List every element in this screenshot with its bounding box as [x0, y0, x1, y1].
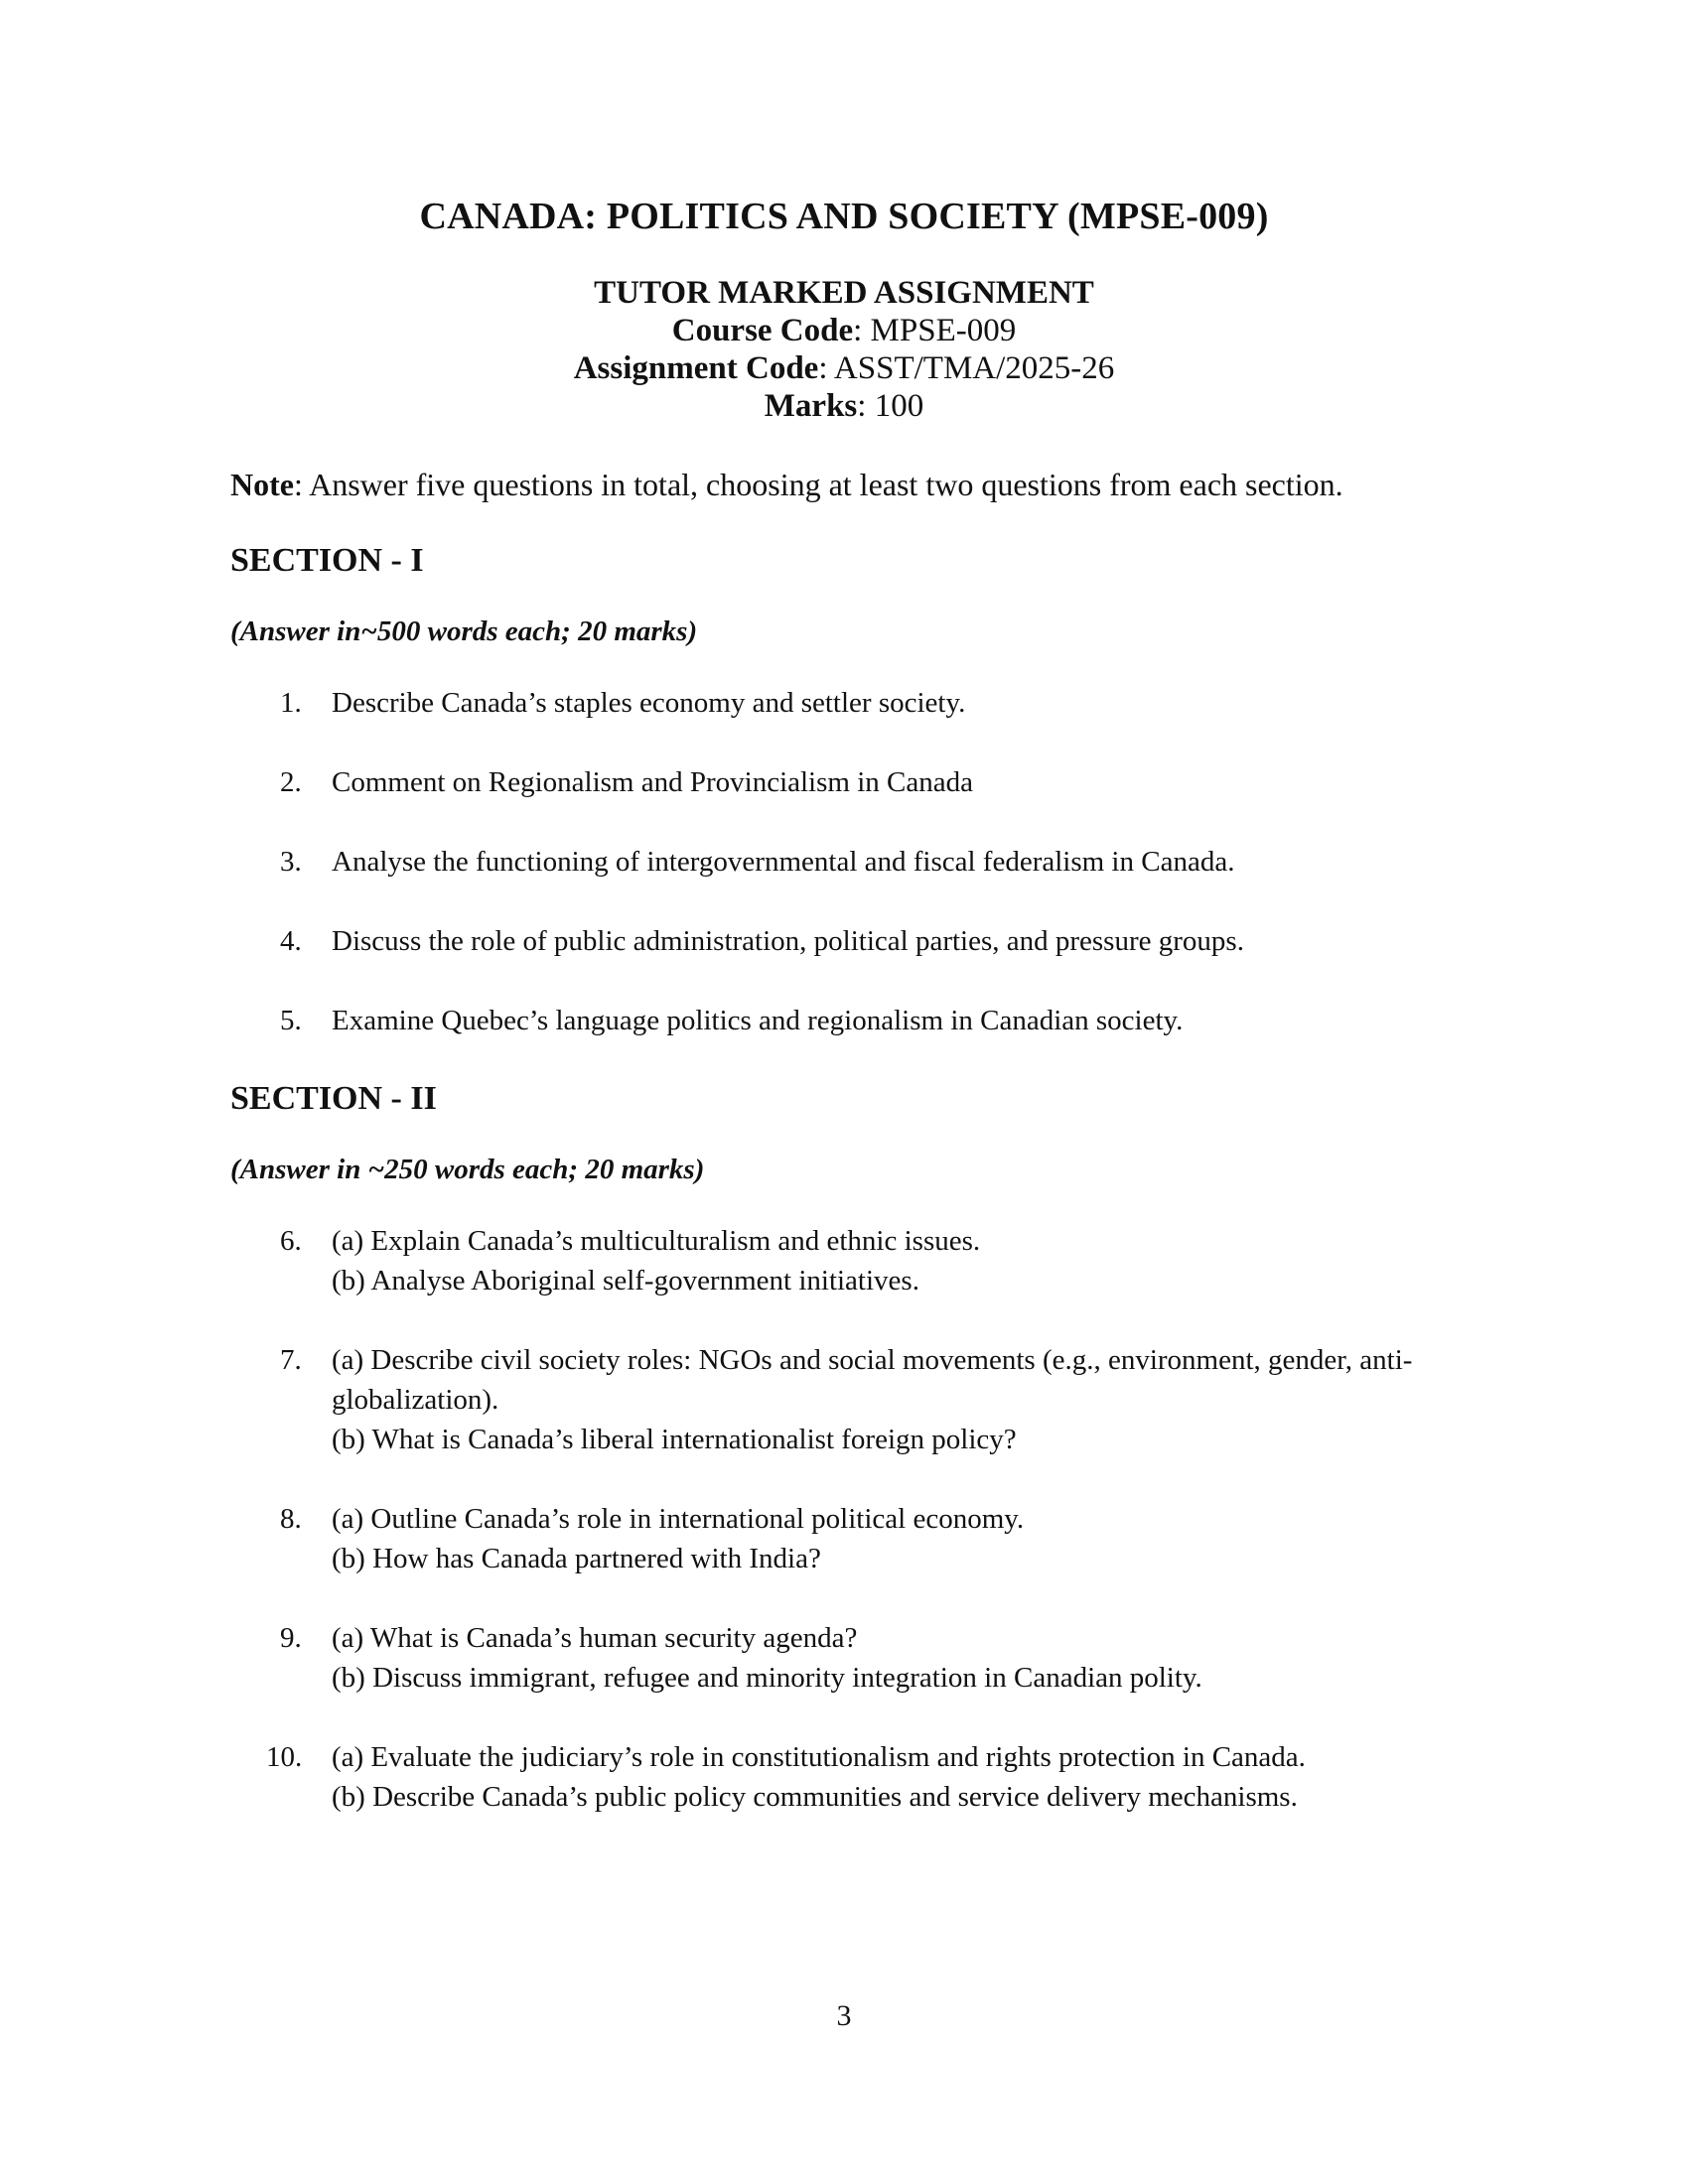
question-text: Discuss the role of public administration, political parties, and pressure groups. [332, 925, 1244, 957]
question-part-b: (b) Analyse Aboriginal self-government initiatives. [332, 1265, 919, 1297]
question-number: 10. [266, 1741, 303, 1773]
section-2-instruction: (Answer in ~250 words each; 20 marks) [230, 1154, 705, 1185]
question-number: 9. [280, 1622, 302, 1654]
question-part-b: (b) How has Canada partnered with India? [332, 1543, 821, 1574]
assignment-code-label: Assignment Code [573, 350, 819, 386]
marks-value: : 100 [857, 388, 924, 424]
question-part-a: (a) What is Canada’s human security agenda? [332, 1622, 858, 1654]
question-part-a: (a) Describe civil society roles: NGOs and social movements (e.g., environment, gender, anti- [332, 1344, 1413, 1376]
question-1 [280, 683, 1472, 723]
question-7 [280, 1340, 1472, 1459]
question-part-a-continued: globalization). [332, 1384, 499, 1416]
assignment-code-value: : ASST/TMA/2025-26 [818, 350, 1115, 386]
question-6 [280, 1221, 1472, 1300]
question-number: 7. [280, 1344, 302, 1376]
question-part-a: (a) Explain Canada’s multiculturalism and ethnic issues. [332, 1225, 981, 1257]
page-number: 3 [836, 1999, 852, 2032]
page-title: CANADA: POLITICS AND SOCIETY (MPSE-009) [419, 196, 1269, 237]
section-1-instruction: (Answer in~500 words each; 20 marks) [230, 615, 698, 647]
question-text: Analyse the functioning of intergovernmental and fiscal federalism in Canada. [332, 846, 1235, 878]
course-code-label: Course Code [671, 313, 854, 348]
question-number: 1. [280, 687, 302, 719]
question-number: 6. [280, 1225, 302, 1257]
question-text: Describe Canada’s staples economy and settler society. [332, 687, 966, 719]
assignment-header [0, 274, 1688, 425]
question-5 [280, 1001, 1472, 1040]
question-4 [280, 921, 1472, 961]
question-part-b: (b) Describe Canada’s public policy communities and service delivery mechanisms. [332, 1781, 1298, 1813]
marks-line [0, 387, 1688, 425]
question-9 [280, 1618, 1472, 1698]
question-number: 5. [280, 1005, 302, 1036]
assignment-type: TUTOR MARKED ASSIGNMENT [594, 275, 1094, 311]
question-10 [266, 1737, 1472, 1817]
question-part-b: (b) What is Canada’s liberal internationalist foreign policy? [332, 1424, 1017, 1455]
assignment-code-line [0, 349, 1688, 387]
note [230, 467, 1343, 503]
question-2 [280, 762, 1472, 802]
question-text: Examine Quebec’s language politics and regionalism in Canadian society. [332, 1005, 1184, 1036]
note-text: : Answer five questions in total, choosing at least two questions from each section. [293, 467, 1343, 502]
question-number: 3. [280, 846, 302, 878]
section-2-heading: SECTION - II [230, 1080, 437, 1117]
marks-label: Marks [764, 388, 858, 424]
course-code-line [0, 312, 1688, 349]
question-8 [280, 1499, 1472, 1578]
question-part-b: (b) Discuss immigrant, refugee and minority integration in Canadian polity. [332, 1662, 1202, 1694]
question-number: 4. [280, 925, 302, 957]
section-1-heading: SECTION - I [230, 542, 424, 579]
question-part-a: (a) Outline Canada’s role in international political economy. [332, 1503, 1025, 1535]
question-part-a: (a) Evaluate the judiciary’s role in constitutionalism and rights protection in Canada. [332, 1741, 1306, 1773]
question-number: 2. [280, 766, 302, 798]
question-number: 8. [280, 1503, 302, 1535]
note-label: Note [230, 467, 294, 502]
question-3 [280, 842, 1472, 882]
question-text: Comment on Regionalism and Provincialism in Canada [332, 766, 973, 798]
course-code-value: : MPSE-009 [853, 313, 1017, 348]
